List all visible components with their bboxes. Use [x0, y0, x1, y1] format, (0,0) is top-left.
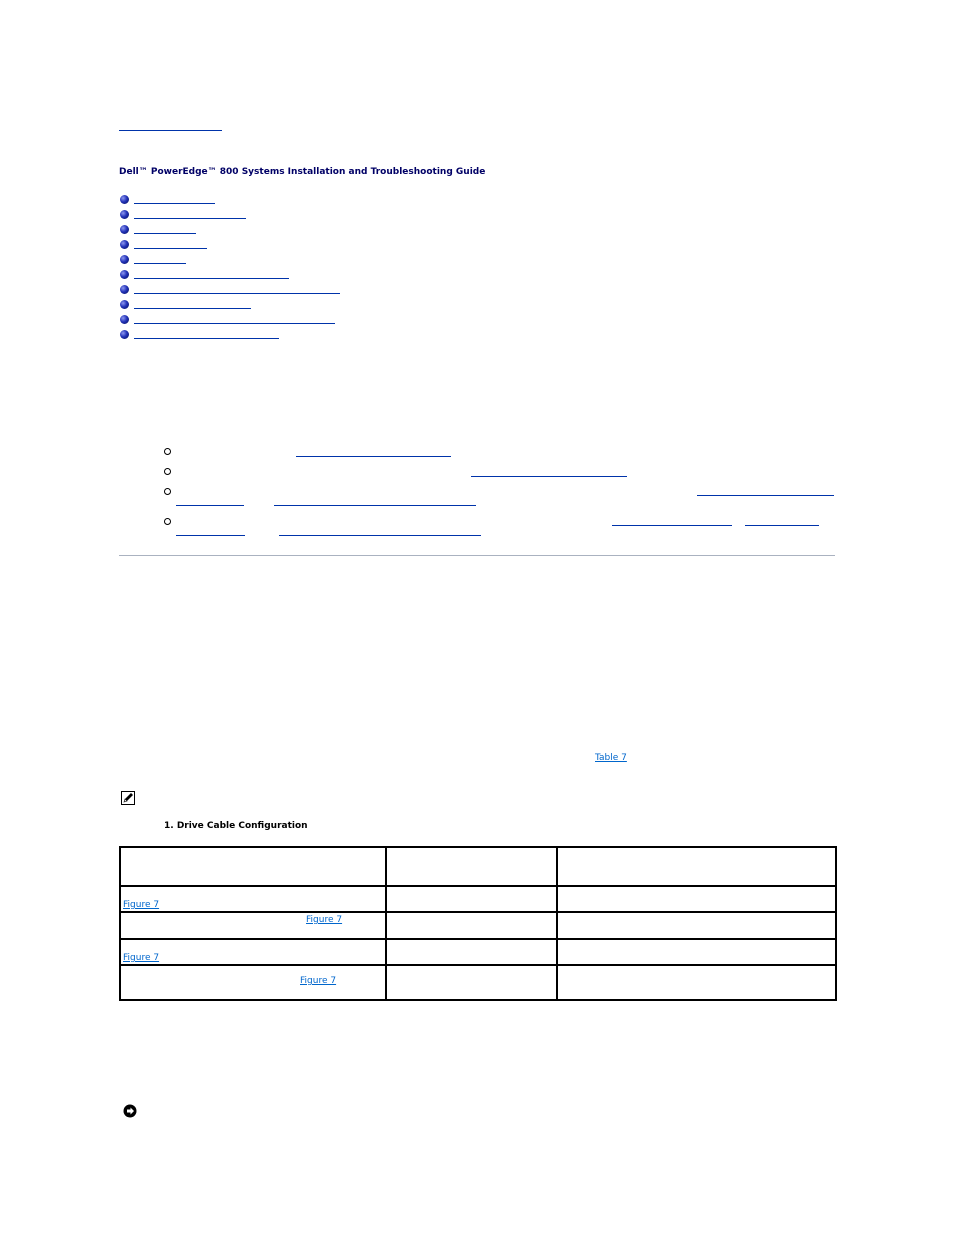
table-header-row: [120, 847, 836, 886]
sphere-bullet-icon: [120, 270, 129, 279]
sphere-bullet-icon: [120, 195, 129, 204]
table-cell: [386, 965, 557, 1000]
sub-link[interactable]: [745, 525, 819, 526]
table-cell: [386, 939, 557, 965]
figure-link[interactable]: Figure 7: [123, 953, 160, 963]
sphere-bullet-icon: [120, 240, 129, 249]
table-cell: [120, 886, 386, 912]
table-row: [120, 939, 836, 965]
toc-link[interactable]: [134, 203, 215, 204]
table-cell: [557, 886, 836, 912]
back-to-contents-link[interactable]: [119, 130, 222, 131]
table-7-link[interactable]: Table 7: [595, 753, 627, 763]
sub-link[interactable]: [176, 505, 244, 506]
toc-link[interactable]: [134, 308, 251, 309]
circle-bullet-icon: [164, 448, 171, 455]
figure-link[interactable]: Figure 7: [306, 915, 343, 925]
toc-link[interactable]: [134, 338, 279, 339]
sub-link[interactable]: [176, 535, 245, 536]
toc-link[interactable]: [134, 293, 340, 294]
table-row: [120, 965, 836, 1000]
sphere-bullet-icon: [120, 225, 129, 234]
note-pencil-icon: [121, 791, 135, 805]
sphere-bullet-icon: [120, 300, 129, 309]
sub-link[interactable]: [697, 495, 834, 496]
table-cell: [557, 939, 836, 965]
drive-cable-table: [119, 846, 837, 1001]
table-cell: [386, 912, 557, 939]
table-cell: [120, 965, 386, 1000]
toc-link[interactable]: [134, 278, 289, 279]
figure-link[interactable]: Figure 7: [300, 976, 337, 986]
toc-link[interactable]: [134, 248, 207, 249]
sub-link[interactable]: [274, 505, 476, 506]
table-header-cell: [120, 847, 386, 886]
table-cell: [557, 965, 836, 1000]
circle-bullet-icon: [164, 488, 171, 495]
toc-link[interactable]: [134, 323, 335, 324]
figure-link[interactable]: Figure 7: [123, 900, 160, 910]
sphere-bullet-icon: [120, 255, 129, 264]
sphere-bullet-icon: [120, 210, 129, 219]
circle-bullet-icon: [164, 468, 171, 475]
sphere-bullet-icon: [120, 285, 129, 294]
table-cell: [557, 912, 836, 939]
toc-link[interactable]: [134, 263, 186, 264]
table-header-cell: [386, 847, 557, 886]
circle-bullet-icon: [164, 518, 171, 525]
table-cell: [120, 912, 386, 939]
toc-link[interactable]: [134, 218, 246, 219]
sphere-bullet-icon: [120, 315, 129, 324]
guide-title: Dell™ PowerEdge™ 800 Systems Installation and Troubleshooting Guide: [119, 167, 486, 177]
table-caption: 1. Drive Cable Configuration: [164, 821, 308, 831]
sub-link[interactable]: [296, 456, 451, 457]
table-cell: [120, 939, 386, 965]
sub-link[interactable]: [279, 535, 481, 536]
sphere-bullet-icon: [120, 330, 129, 339]
sub-link[interactable]: [612, 525, 732, 526]
section-divider: [119, 555, 835, 556]
sub-link[interactable]: [471, 476, 627, 477]
table-row: [120, 886, 836, 912]
table-cell: [386, 886, 557, 912]
notice-arrow-icon: [123, 1104, 137, 1118]
table-row: [120, 912, 836, 939]
table-header-cell: [557, 847, 836, 886]
toc-link[interactable]: [134, 233, 196, 234]
